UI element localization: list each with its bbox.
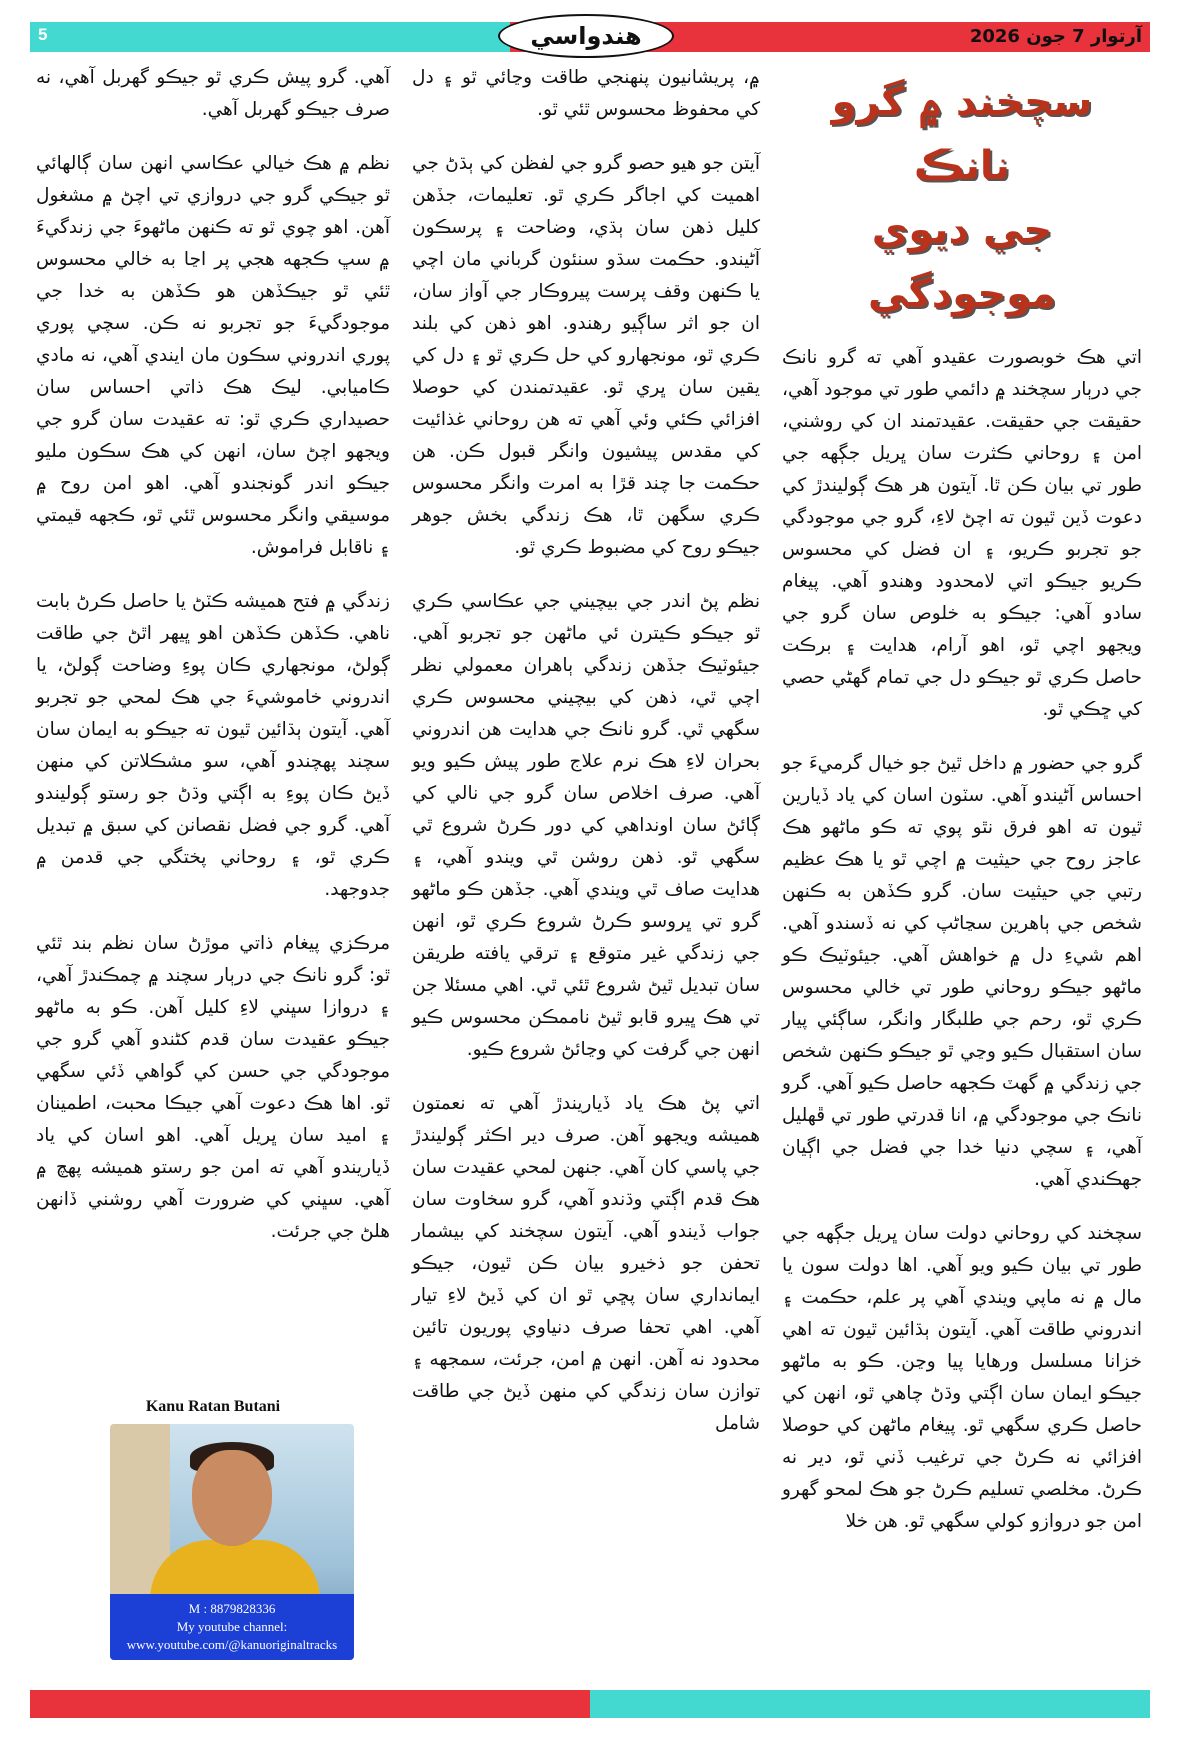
paragraph: سچخند کي روحاني دولت سان ڀريل جڳهه جي طور تي بيان ڪيو ويو آهي. اها دولت سون يا مال ۾ نه ماپي ويندي آهي پر علم، حڪمت ۽ اندروني طاقت آهي. آيتون ٻڌائين ٿيون ته اهي خزانا مسلسل ورهايا پيا وڃن. ڪو به ماڻهو جيڪو ايمان سان اڳتي وڌڻ چاهي ٿو، انهن کي حاصل ڪري سگهي ٿو. پيغام ماڻهن کي حوصلا افزائي نه ڪرڻ جي ترغيب ڏني ٿو، دير نه ڪرڻ. مخلصي تسليم ڪرڻ جو هڪ لمحو گهرو امن جو دروازو کولي سگهي ٿو. هن خلا	[782, 1223, 1142, 1532]
photo-face	[192, 1450, 272, 1546]
issue-date: آرتوار 7 جون 2026	[969, 26, 1142, 47]
paragraph: نظم پڻ اندر جي بيچيني جي عڪاسي ڪري ٿو جيڪو ڪيترن ئي ماڻهن جو تجربو آهي. جيئوٽيڪ جڏهن زندگي ٻاهران معمولي نظر اچي ٿي، ذهن کي بيچيني محسوس ڪري سگهي ٿي. گرو نانڪ جي هدايت هن اندروني بحران لاءِ هڪ نرم علاج طور پيش ڪيو ويو آهي. صرف اخلاص سان گرو جي نالي کي ڳائڻ سان اونداهي کي دور ڪرڻ شروع ٿي سگهي ٿو. ذهن روشن ٿي ويندو آهي، ۽ هدايت صاف ٿي ويندي آهي. جڏهن ڪو ماڻهو گرو تي ڀروسو ڪرڻ شروع ڪري ٿو، انهن جي زندگي غير متوقع ۽ ترقي يافته طريقن سان تبديل ٿيڻ شروع ٿئي ٿي. اهي مسئلا جن تي هڪ ڀيرو قابو ٿيڻ ناممڪن محسوس ڪيو انهن جي گرفت کي وڃائڻ شروع ڪيو.	[412, 591, 760, 1060]
headline-line-1: سچخند ۾ گرو نانڪ	[831, 79, 1093, 189]
paragraph: زندگي ۾ فتح هميشه ڪٽڻ يا حاصل ڪرڻ بابت ناهي. ڪڏهن ڪڏهن اهو ڀيهر اٿڻ جي طاقت ڳولڻ، مونجهاري ڪان پوءِ وضاحت ڳولڻ، يا اندروني خاموشيءَ جي هڪ لمحي جو تجربو آهي. آيتون ٻڌائين ٿيون ته جيڪو به ايمان سان سچند پهچندو آهي، سو مشڪلاتن کي منهن ڏيڻ ڪان پوءِ به اڳتي وڌڻ جو رستو ڳوليندو آهي. گرو جي فضل نقصانن کي سبق ۾ تبديل ڪري ٿو، ۽ روحاني پختگي جي قدمن ۾ جدوجهد.	[36, 591, 390, 900]
paragraph: آيتن جو هيو حصو گرو جي لفظن کي ٻڌڻ جي اهميت کي اجاگر ڪري ٿو. تعليمات، جڏهن کليل ذهن سان ٻڌي، وضاحت ۽ پرسڪون آڻيندو. حڪمت سڌو سنئون گرباني مان اچي يا ڪنهن وقف پرست پيروڪار جي آواز سان، ان جو اثر ساڳيو رهندو. اهو ذهن کي بلند ڪري ٿو، مونجهارو کي حل ڪري ٿو ۽ دل کي يقين سان ڀري ٿو. عقيدتمندن کي حوصلا افزائي ڪئي وئي آهي ته هن روحاني غذائيت کي مقدس پيشيون وانگر قبول ڪن. هن حڪمت جا چند قڙا به امرت وانگر محسوس ڪري سگهن ٿا، هڪ زندگي بخش جوهر جيڪو روح کي مضبوط ڪري ٿو.	[412, 153, 760, 558]
author-photo	[110, 1424, 354, 1660]
column-left	[36, 62, 390, 1270]
headline-line-2: جي ديوي موجودگي	[867, 207, 1056, 317]
bottom-banner	[30, 1690, 1150, 1718]
contact-channel-label: My youtube channel:	[176, 1619, 288, 1634]
bottom-banner-red-segment	[30, 1690, 590, 1718]
page-number: 5	[38, 25, 48, 44]
column-right	[782, 62, 1142, 1560]
top-banner-cyan-segment	[30, 22, 510, 52]
article-headline	[782, 70, 1142, 326]
paragraph: اتي پڻ هڪ ياد ڏياريندڙ آهي ته نعمتون هميشه ويجهو آهن. صرف دير اڪثر ڳوليندڙ جي پاسي کان آهي. جنهن لمحي عقيدت سان هڪ قدم اڳتي وڌندو آهي، گرو سخاوت سان جواب ڏيندو آهي. آيتون سچخند کي بيشمار تحفن جو ذخيرو بيان ڪن ٿيون، جيڪو ايمانداري سان پڇي ٿو ان کي ڏيڻ لاءِ تيار آهي. اهي تحفا صرف دنياوي پوريون تائين محدود نه آهن. انهن ۾ امن، جرئت، سمجهه ۽ توازن سان زندگي کي منهن ڏيڻ جي طاقت شامل	[412, 1093, 760, 1434]
newspaper-masthead: هندواسي	[498, 14, 674, 58]
paragraph: نظم ۾ هڪ خيالي عڪاسي انهن سان ڳالهائي ٿو جيڪي گرو جي دروازي تي اچڻ ۾ مشغول آهن. اهو چوي ٿو ته ڪنهن ماڻهوءَ جي زندگيءَ ۾ سڀ ڪجهه هجي پر اڃا به خالي محسوس ٿئي ٿو جيڪڏهن هو ڪڏهن به خدا جي موجودگيءَ جو تجربو نه ڪن. سچي پوري پوري اندروني سڪون مان ايندي آهي، نه مادي ڪاميابي. ليڪ هڪ ذاتي احساس سان حصيداري ڪري ٿو: ته عقيدت سان گرو جي ويجهو اچڻ سان، انهن کي هڪ سڪون مليو جيڪو اندر گونجندو آهي. اهو امن روح ۾ موسيقي وانگر محسوس ٿئي ٿو، ڪجهه قيمتي ۽ ناقابل فراموش.	[36, 153, 390, 558]
author-byline: Kanu Ratan Butani	[145, 1398, 281, 1415]
paragraph: گرو جي حضور ۾ داخل ٿيڻ جو خيال گرميءَ جو احساس آڻيندو آهي. سٽون اسان کي ياد ڏيارين ٿيون ته اهو فرق نٿو پوي ته ڪو ماڻهو هڪ عاجز روح جي حيثيت ۾ اچي ٿو يا هڪ عظيم رتبي جي حيثيت سان. گرو ڪڏهن به ڪنهن شخص جي ٻاهرين سڃاڻپ کي نه ڏسندو آهي. اهم شيءِ دل ۾ خواهش آهي. جيئوٽيڪ ڪو ماڻهو جيڪو روحاني طور تي خالي محسوس ڪري ٿو، رحم جي طلبگار وانگر، ساڳئي پيار سان استقبال ڪيو وڃي ٿو جيڪو ڪنهن شخص جي زندگي ۾ گهٽ ڪجهه حاصل ڪيو آهي. گرو نانڪ جي موجودگي ۾، انا قدرتي طور تي ڦهليل آهي، ۽ سچي دنيا خدا جي فضل جي اڳيان جهڪندي آهي.	[782, 753, 1142, 1190]
contact-url: www.youtube.com/@kanuoriginaltracks	[126, 1637, 338, 1652]
column-middle	[412, 62, 760, 1462]
contact-mobile: M : 8879828336	[188, 1601, 276, 1616]
paragraph: مرڪزي پيغام ذاتي موڙڻ سان نظم بند ٿئي ٿو: گرو نانڪ جي درٻار سچند ۾ چمڪندڙ آهي، ۽ دروازا سڀني لاءِ کليل آهن. ڪو به ماڻهو جيڪو عقيدت سان قدم کڻندو آهي گرو جي موجودگي جي حسن کي گواهي ڏئي سگهي ٿو. اها هڪ دعوت آهي جيڪا محبت، اطمينان ۽ اميد سان ڀريل آهي. اهو اسان کي ياد ڏياريندو آهي ته امن جو رستو هميشه پهچ ۾ آهي. سڀني کي ضرورت آهي روشني ڏانهن هلڻ جي جرئت.	[36, 933, 390, 1242]
contact-caption	[110, 1594, 354, 1660]
paragraph: ۾، پريشانيون پنهنجي طاقت وڃائي ٿو ۽ دل کي محفوظ محسوس ٿئي ٿو.	[412, 67, 760, 120]
paragraph: اتي هڪ خوبصورت عقيدو آهي ته گرو نانڪ جي درٻار سچخند ۾ دائمي طور تي موجود آهي، حقيقت جي حقيقت. عقيدتمند ان کي روشني، امن ۽ روحاني ڪثرت سان ڀريل جڳهه جي طور تي بيان ڪن ٿا. آيتون هر هڪ ڳوليندڙ کي دعوت ڏين ٿيون ته اچڻ لاءِ، گرو جي موجودگي جو تجربو ڪريو، ۽ ان فضل کي محسوس ڪريو جيڪو اتي لامحدود وهندو آهي. پيغام سادو آهي: جيڪو به خلوص سان گرو جي ويجهو اچي ٿو، اهو آرام، هدايت ۽ برڪت حاصل ڪري ٿو جيڪو دل جي تمام گهڻي حصي کي ڇڪي ٿو.	[782, 347, 1142, 720]
paragraph: آهي. گرو پيش ڪري ٿو جيڪو گهربل آهي، نه صرف جيڪو گهربل آهي.	[36, 67, 390, 120]
